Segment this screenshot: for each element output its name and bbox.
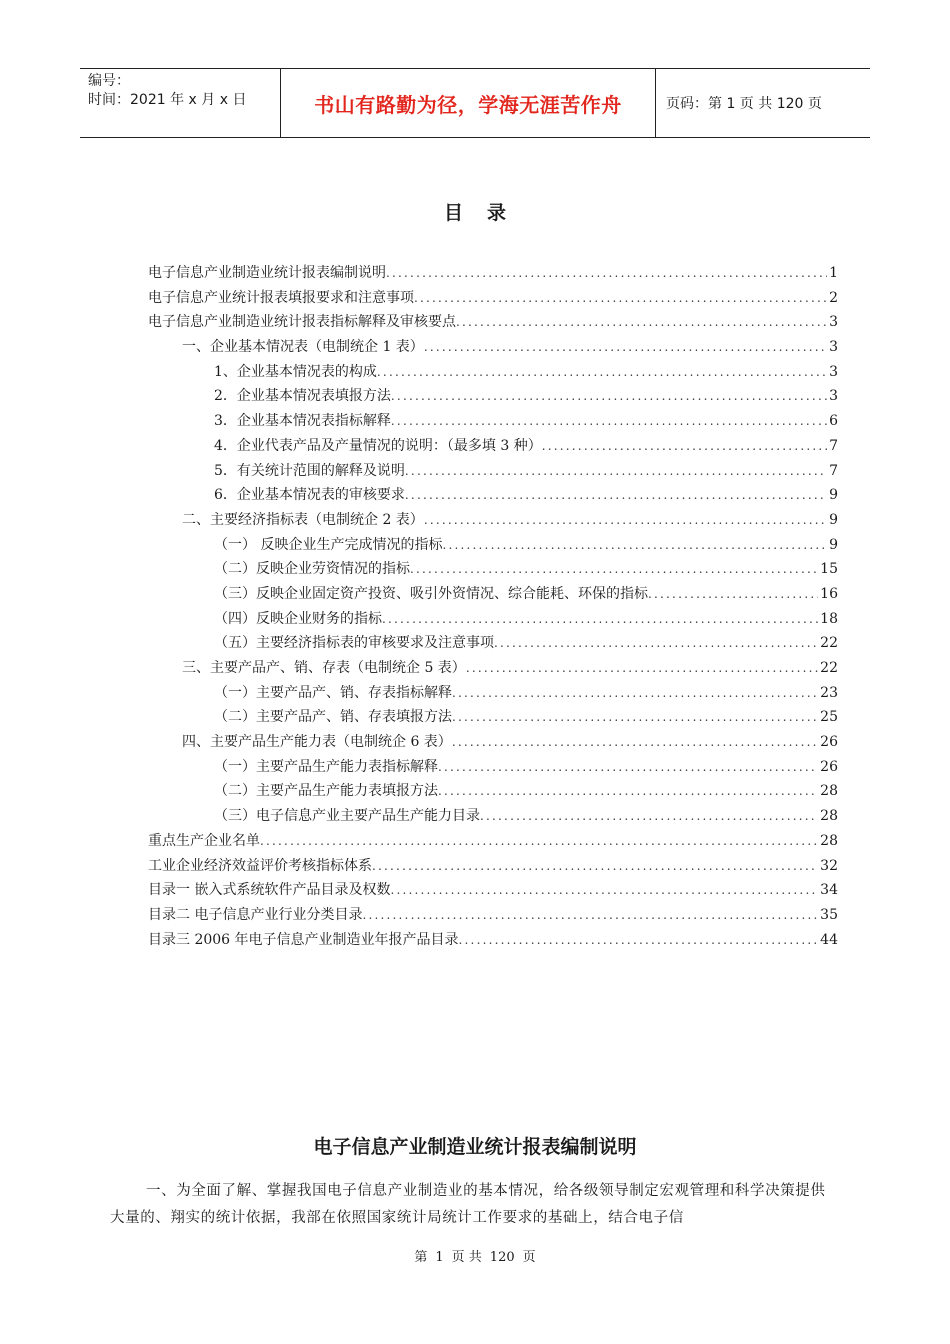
toc-entry-page: 32 xyxy=(820,857,838,874)
toc-leader-dots xyxy=(414,286,827,311)
toc-entry[interactable] xyxy=(148,533,838,558)
toc-leader-dots xyxy=(438,779,818,804)
toc-entry[interactable] xyxy=(148,384,838,409)
toc-entry-page: 6 xyxy=(829,413,838,430)
toc-entry[interactable] xyxy=(148,928,838,953)
toc-entry-page: 28 xyxy=(820,783,838,800)
toc-entry-page: 3 xyxy=(829,388,838,405)
page-footer xyxy=(0,1246,950,1265)
toc-entry-text: 3．企业基本情况表指标解释 xyxy=(214,413,391,430)
toc-entry-text: 电子信息产业统计报表填报要求和注意事项 xyxy=(148,289,414,306)
toc-leader-dots xyxy=(466,656,818,681)
toc-entry[interactable] xyxy=(148,286,838,311)
toc-entry[interactable] xyxy=(148,631,838,656)
toc-entry[interactable] xyxy=(148,854,838,879)
toc-entry-text: （一）主要产品产、销、存表指标解释 xyxy=(214,684,452,701)
toc-entry[interactable] xyxy=(148,483,838,508)
toc-leader-dots xyxy=(377,360,827,385)
toc-entry-text: （一）主要产品生产能力表指标解释 xyxy=(214,758,438,775)
toc-entry-text: 目录三 2006 年电子信息产业制造业年报产品目录 xyxy=(148,931,459,948)
toc-leader-dots xyxy=(424,508,827,533)
toc-entry-text: （五）主要经济指标表的审核要求及注意事项 xyxy=(214,635,494,652)
toc-leader-dots xyxy=(648,582,818,607)
toc-entry-text: 5．有关统计范围的解释及说明 xyxy=(214,462,405,479)
toc-entry-page: 44 xyxy=(820,931,838,948)
toc-entry-page: 3 xyxy=(829,339,838,356)
toc-leader-dots xyxy=(542,434,827,459)
toc-entry[interactable] xyxy=(148,459,838,484)
page-header xyxy=(80,68,870,138)
section-title: 电子信息产业制造业统计报表编制说明 xyxy=(313,1136,637,1158)
section-paragraph: 一、为全面了解、掌握我国电子信息产业制造业的基本情况，给各级领导制定宏观管理和科学决策提供大量的、翔实的统计依据，我部在依照国家统计局统计工作要求的基础上，结合电子信 xyxy=(110,1183,826,1226)
toc-entry-text: 4．企业代表产品及产量情况的说明：（最多填 3 种） xyxy=(214,437,542,454)
toc-entry-page: 26 xyxy=(820,758,838,775)
header-page-code: 页码：第 1 页 共 120 页 xyxy=(666,96,822,112)
toc-entry-text: 四、主要产品生产能力表（电制统企 6 表） xyxy=(182,734,452,751)
toc-entry-text: 1、企业基本情况表的构成 xyxy=(214,363,377,380)
table-of-contents xyxy=(148,261,838,952)
toc-entry-text: （三）反映企业固定资产投资、吸引外资情况、综合能耗、环保的指标 xyxy=(214,585,648,602)
toc-entry-text: 2．企业基本情况表填报方法 xyxy=(214,388,391,405)
toc-entry-text: （二）主要产品生产能力表填报方法 xyxy=(214,783,438,800)
footer-prefix: 第 xyxy=(414,1250,428,1265)
toc-entry[interactable] xyxy=(148,681,838,706)
toc-leader-dots xyxy=(494,631,818,656)
toc-entry-page: 7 xyxy=(829,437,838,454)
toc-leader-dots xyxy=(452,730,818,755)
toc-entry-page: 26 xyxy=(820,734,838,751)
toc-entry-page: 16 xyxy=(820,585,838,602)
toc-entry-text: 重点生产企业名单 xyxy=(148,832,260,849)
toc-entry-page: 3 xyxy=(829,314,838,331)
toc-entry[interactable] xyxy=(148,656,838,681)
toc-entry[interactable] xyxy=(148,607,838,632)
toc-leader-dots xyxy=(391,384,827,409)
toc-leader-dots xyxy=(405,483,827,508)
toc-entry[interactable] xyxy=(148,310,838,335)
toc-entry[interactable] xyxy=(148,779,838,804)
toc-leader-dots xyxy=(410,557,818,582)
toc-leader-dots xyxy=(372,854,818,879)
toc-entry-text: 电子信息产业制造业统计报表编制说明 xyxy=(148,265,386,281)
toc-leader-dots xyxy=(424,335,827,360)
toc-entry[interactable] xyxy=(148,730,838,755)
toc-entry-text: 目录二 电子信息产业行业分类目录 xyxy=(148,906,363,923)
toc-entry-page: 23 xyxy=(820,684,838,701)
toc-entry-text: （一） 反映企业生产完成情况的指标 xyxy=(214,536,443,553)
toc-entry-page: 3 xyxy=(829,363,838,380)
toc-entry[interactable] xyxy=(148,582,838,607)
toc-entry-page: 22 xyxy=(820,635,838,652)
toc-entry-page: 9 xyxy=(829,511,838,528)
header-meta xyxy=(80,69,281,137)
toc-entry-page: 28 xyxy=(820,808,838,825)
toc-leader-dots xyxy=(459,928,819,953)
toc-leader-dots xyxy=(386,261,827,286)
toc-leader-dots xyxy=(452,681,818,706)
toc-entry-page: 22 xyxy=(820,660,838,676)
toc-entry-text: （二）主要产品产、销、存表填报方法 xyxy=(214,709,452,726)
toc-leader-dots xyxy=(456,310,827,335)
toc-entry[interactable] xyxy=(148,705,838,730)
toc-entry-page: 1 xyxy=(829,265,838,281)
toc-entry-text: 三、主要产品产、销、存表（电制统企 5 表） xyxy=(182,660,466,676)
toc-entry-page: 15 xyxy=(820,561,838,578)
toc-entry-text: 工业企业经济效益评价考核指标体系 xyxy=(148,857,372,874)
toc-entry-page: 28 xyxy=(820,832,838,849)
toc-entry-text: 目录一 嵌入式系统软件产品目录及权数 xyxy=(148,882,391,899)
toc-leader-dots xyxy=(260,829,818,854)
toc-leader-dots xyxy=(382,607,818,632)
toc-entry-page: 35 xyxy=(820,906,838,923)
header-number-label: 编号： xyxy=(88,73,130,89)
toc-entry[interactable] xyxy=(148,878,838,903)
footer-total-pages: 120 xyxy=(489,1250,515,1265)
header-time-label: 时间：2021 年 x 月 x 日 xyxy=(88,92,247,108)
toc-entry-text: 二、主要经济指标表（电制统企 2 表） xyxy=(182,511,424,528)
toc-leader-dots xyxy=(390,878,818,903)
toc-entry[interactable] xyxy=(148,755,838,780)
toc-entry[interactable] xyxy=(148,508,838,533)
toc-entry-page: 34 xyxy=(820,882,838,899)
toc-leader-dots xyxy=(442,533,827,558)
toc-leader-dots xyxy=(362,903,818,928)
toc-leader-dots xyxy=(438,755,818,780)
toc-entry-page: 9 xyxy=(829,536,838,553)
toc-entry-text: 一、企业基本情况表（电制统企 1 表） xyxy=(182,339,424,356)
footer-page-number: 1 xyxy=(435,1250,444,1265)
toc-leader-dots xyxy=(452,705,818,730)
footer-suffix: 页 xyxy=(522,1250,536,1265)
footer-mid: 页 共 xyxy=(451,1250,482,1265)
header-motto: 书山有路勤为径，学海无涯苦作舟 xyxy=(281,69,656,137)
toc-entry-text: 电子信息产业制造业统计报表指标解释及审核要点 xyxy=(148,314,456,331)
toc-title: 目录 xyxy=(443,202,530,224)
toc-entry-page: 9 xyxy=(829,487,838,504)
toc-entry-text: （四）反映企业财务的指标 xyxy=(214,610,382,627)
toc-entry[interactable] xyxy=(148,557,838,582)
toc-leader-dots xyxy=(391,409,827,434)
toc-entry-text: 6．企业基本情况表的审核要求 xyxy=(214,487,405,504)
toc-entry-page: 18 xyxy=(820,610,838,627)
toc-entry-page: 7 xyxy=(829,462,838,479)
toc-entry[interactable] xyxy=(148,434,838,459)
toc-entry[interactable] xyxy=(148,409,838,434)
toc-entry[interactable] xyxy=(148,829,838,854)
toc-entry[interactable] xyxy=(148,335,838,360)
toc-entry[interactable] xyxy=(148,804,838,829)
toc-leader-dots xyxy=(480,804,818,829)
toc-entry[interactable] xyxy=(148,261,838,286)
toc-entry-text: （二）反映企业劳资情况的指标 xyxy=(214,561,410,578)
toc-entry[interactable] xyxy=(148,360,838,385)
toc-leader-dots xyxy=(405,459,827,484)
toc-entry-page: 2 xyxy=(829,289,838,306)
toc-entry-page: 25 xyxy=(820,709,838,726)
toc-entry[interactable] xyxy=(148,903,838,928)
toc-entry-text: （三）电子信息产业主要产品生产能力目录 xyxy=(214,808,480,825)
